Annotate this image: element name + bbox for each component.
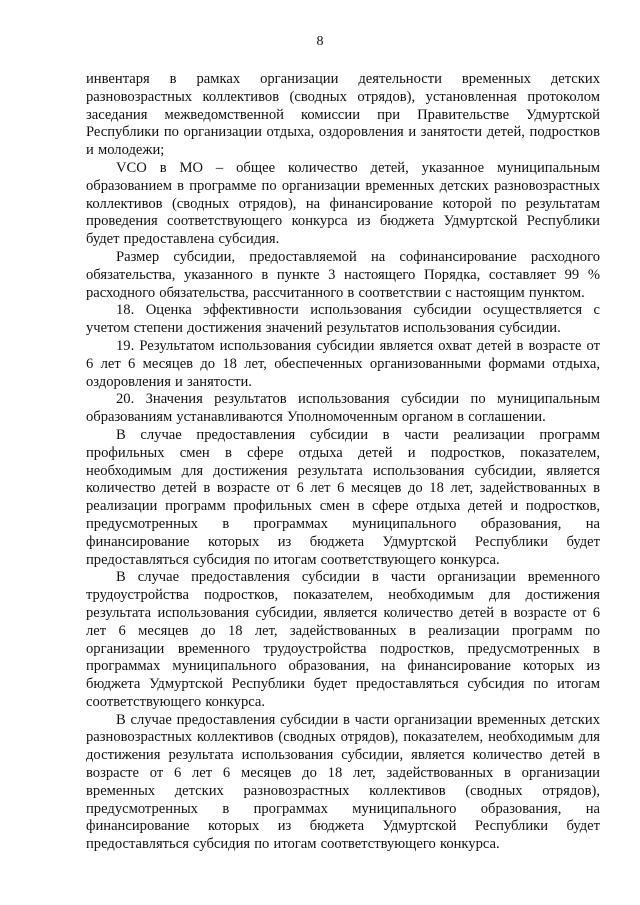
- paragraph-clause-19: 19. Результатом использования субсидии является охват детей в возрасте от 6 лет 6 месяцев до 18 лет, обеспеченных организованными формами отдыха, оздоровления и занятости.: [86, 337, 600, 390]
- paragraph-temporary-employment: В случае предоставления субсидии в части организации временного трудоустройства подростков, показателем, необходимым для достижения результата использования субсидии, является количество детей в возрасте от 6 лет 6 месяцев до 18 лет, задействованных в реализации программ по организации временного трудоустройства подростков, предусмотренных в программах муниципального образования, на финансирование которых из бюджета Удмуртской Республики будет предоставляться субсидия по итогам соответствующего конкурса.: [86, 569, 600, 710]
- paragraph-vco-definition: VCO в МО – общее количество детей, указанное муниципальным образованием в программе по организации временных детских разновозрастных коллективов (сводных отрядов), на финансирование которой по результатам проведения соответствующего конкурса из бюджета Удмуртской Республики будет предоставлена субсидия.: [86, 159, 600, 248]
- paragraph-clause-18: 18. Оценка эффективности использования субсидии осуществляется с учетом степени достижения значений результатов использования субсидии.: [86, 302, 600, 337]
- paragraph-profile-shifts: В случае предоставления субсидии в части реализации программ профильных смен в сфере отдыха детей и подростков, показателем, необходимым для достижения результата использования субсидии, является количество детей в возрасте от 6 лет 6 месяцев до 18 лет, задействованных в реализации программ профильных смен в сфере отдыха детей и подростков, предусмотренных в программах муниципального образования, на финансирование которых из бюджета Удмуртской Республики будет предоставляться субсидия по итогам соответствующего конкурса.: [86, 426, 600, 568]
- paragraph-clause-20: 20. Значения результатов использования субсидии по муниципальным образованиям устанавливаются Уполномоченным органом в соглашении.: [86, 391, 600, 426]
- document-body: [86, 71, 600, 854]
- paragraph-summary-squads: В случае предоставления субсидии в части организации временных детских разновозрастных коллективов (сводных отрядов), показателем, необходимым для достижения результата использования субсидии, является количество детей в возрасте от 6 лет 6 месяцев до 18 лет, задействованных в организации временных детских разновозрастных коллективов (сводных отрядов), предусмотренных в программах муниципального образования, на финансирование которых из бюджета Удмуртской Республики будет предоставляться субсидия по итогам соответствующего конкурса.: [86, 711, 600, 853]
- paragraph-continuation: инвентаря в рамках организации деятельности временных детских разновозрастных коллективов (сводных отрядов), установленная протоколом заседания межведомственной комиссии при Правительстве Удмуртской Республики по организации отдыха, оздоровления и занятости детей, подростков и молодежи;: [86, 71, 600, 159]
- page-number: 8: [316, 34, 324, 49]
- paragraph-subsidy-size: Размер субсидии, предоставляемой на софинансирование расходного обязательства, указанного в пункте 3 настоящего Порядка, составляет 99 % расходного обязательства, рассчитанного в соответствии с настоящим пунктом.: [86, 248, 600, 301]
